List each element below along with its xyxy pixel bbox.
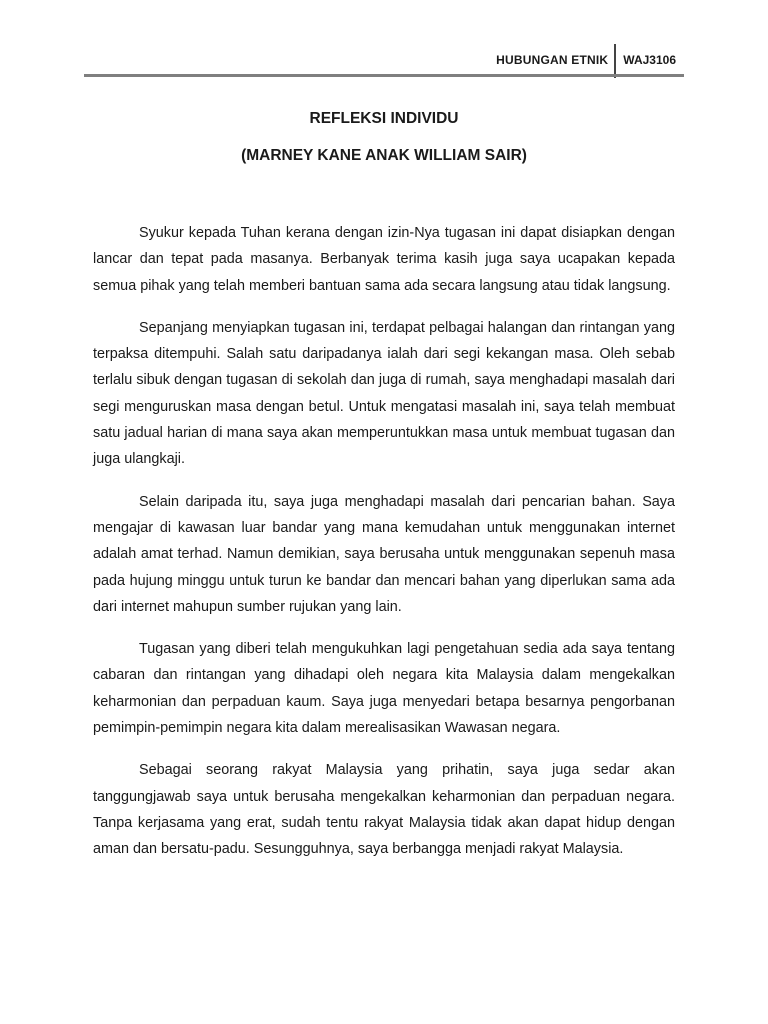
header-course-name: HUBUNGAN ETNIK xyxy=(496,53,609,67)
paragraph-1: Syukur kepada Tuhan kerana dengan izin-Nya tugasan ini dapat disiapkan dengan lancar dan tepat pada masanya. Berbanyak terima kasih juga saya ucapakan kepada semua pihak yang telah memberi bantuan sama ada secara langsung atau tidak langsung. xyxy=(93,225,675,294)
document-author: (MARNEY KANE ANAK WILLIAM SAIR) xyxy=(241,147,527,164)
document-title: REFLEKSI INDIVIDU xyxy=(309,110,459,127)
header-course-code: WAJ3106 xyxy=(623,53,676,67)
paragraph-4: Tugasan yang diberi telah mengukuhkan lagi pengetahuan sedia ada saya tentang cabaran dan rintangan yang dihadapi oleh negara kita Malaysia dalam mengekalkan keharmonian dan perpaduan kaum. Saya juga menyedari betapa besarnya pengorbanan pemimpin-pemimpin negara kita dalam merealisasikan Wawasan negara. xyxy=(93,641,675,737)
page-header xyxy=(496,44,676,78)
paragraph-5: Sebagai seorang rakyat Malaysia yang prihatin, saya juga sedar akan tanggungjawab saya untuk berusaha mengekalkan keharmonian dan perpaduan negara. Tanpa kerjasama yang erat, sudah tentu rakyat Malaysia tidak akan dapat hidup dengan aman dan bersatu-padu. Sesungguhnya, saya berbangga menjadi rakyat Malaysia. xyxy=(93,762,675,858)
header-rule xyxy=(84,74,684,77)
paragraph-2: Sepanjang menyiapkan tugasan ini, terdapat pelbagai halangan dan rintangan yang terpaksa ditempuhi. Salah satu daripadanya ialah dari segi kekangan masa. Oleh sebab terlalu sibuk dengan tugasan di sekolah dan juga di rumah, saya menghadapi masalah dari segi menguruskan masa dengan betul. Untuk mengatasi masalah ini, saya telah membuat satu jadual harian di mana saya akan memperuntukkan masa untuk membuat tugasan dan juga ulangkaji. xyxy=(93,319,675,468)
paragraph-3: Selain daripada itu, saya juga menghadapi masalah dari pencarian bahan. Saya mengajar di kawasan luar bandar yang mana kemudahan untuk menggunakan internet adalah amat terhad. Namun demikian, saya berusaha untuk menggunakan sepenuh masa pada hujung minggu untuk turun ke bandar dan mencari bahan yang diperlukan sama ada dari internet mahupun sumber rujukan yang lain. xyxy=(93,493,675,615)
document-body xyxy=(93,220,675,879)
